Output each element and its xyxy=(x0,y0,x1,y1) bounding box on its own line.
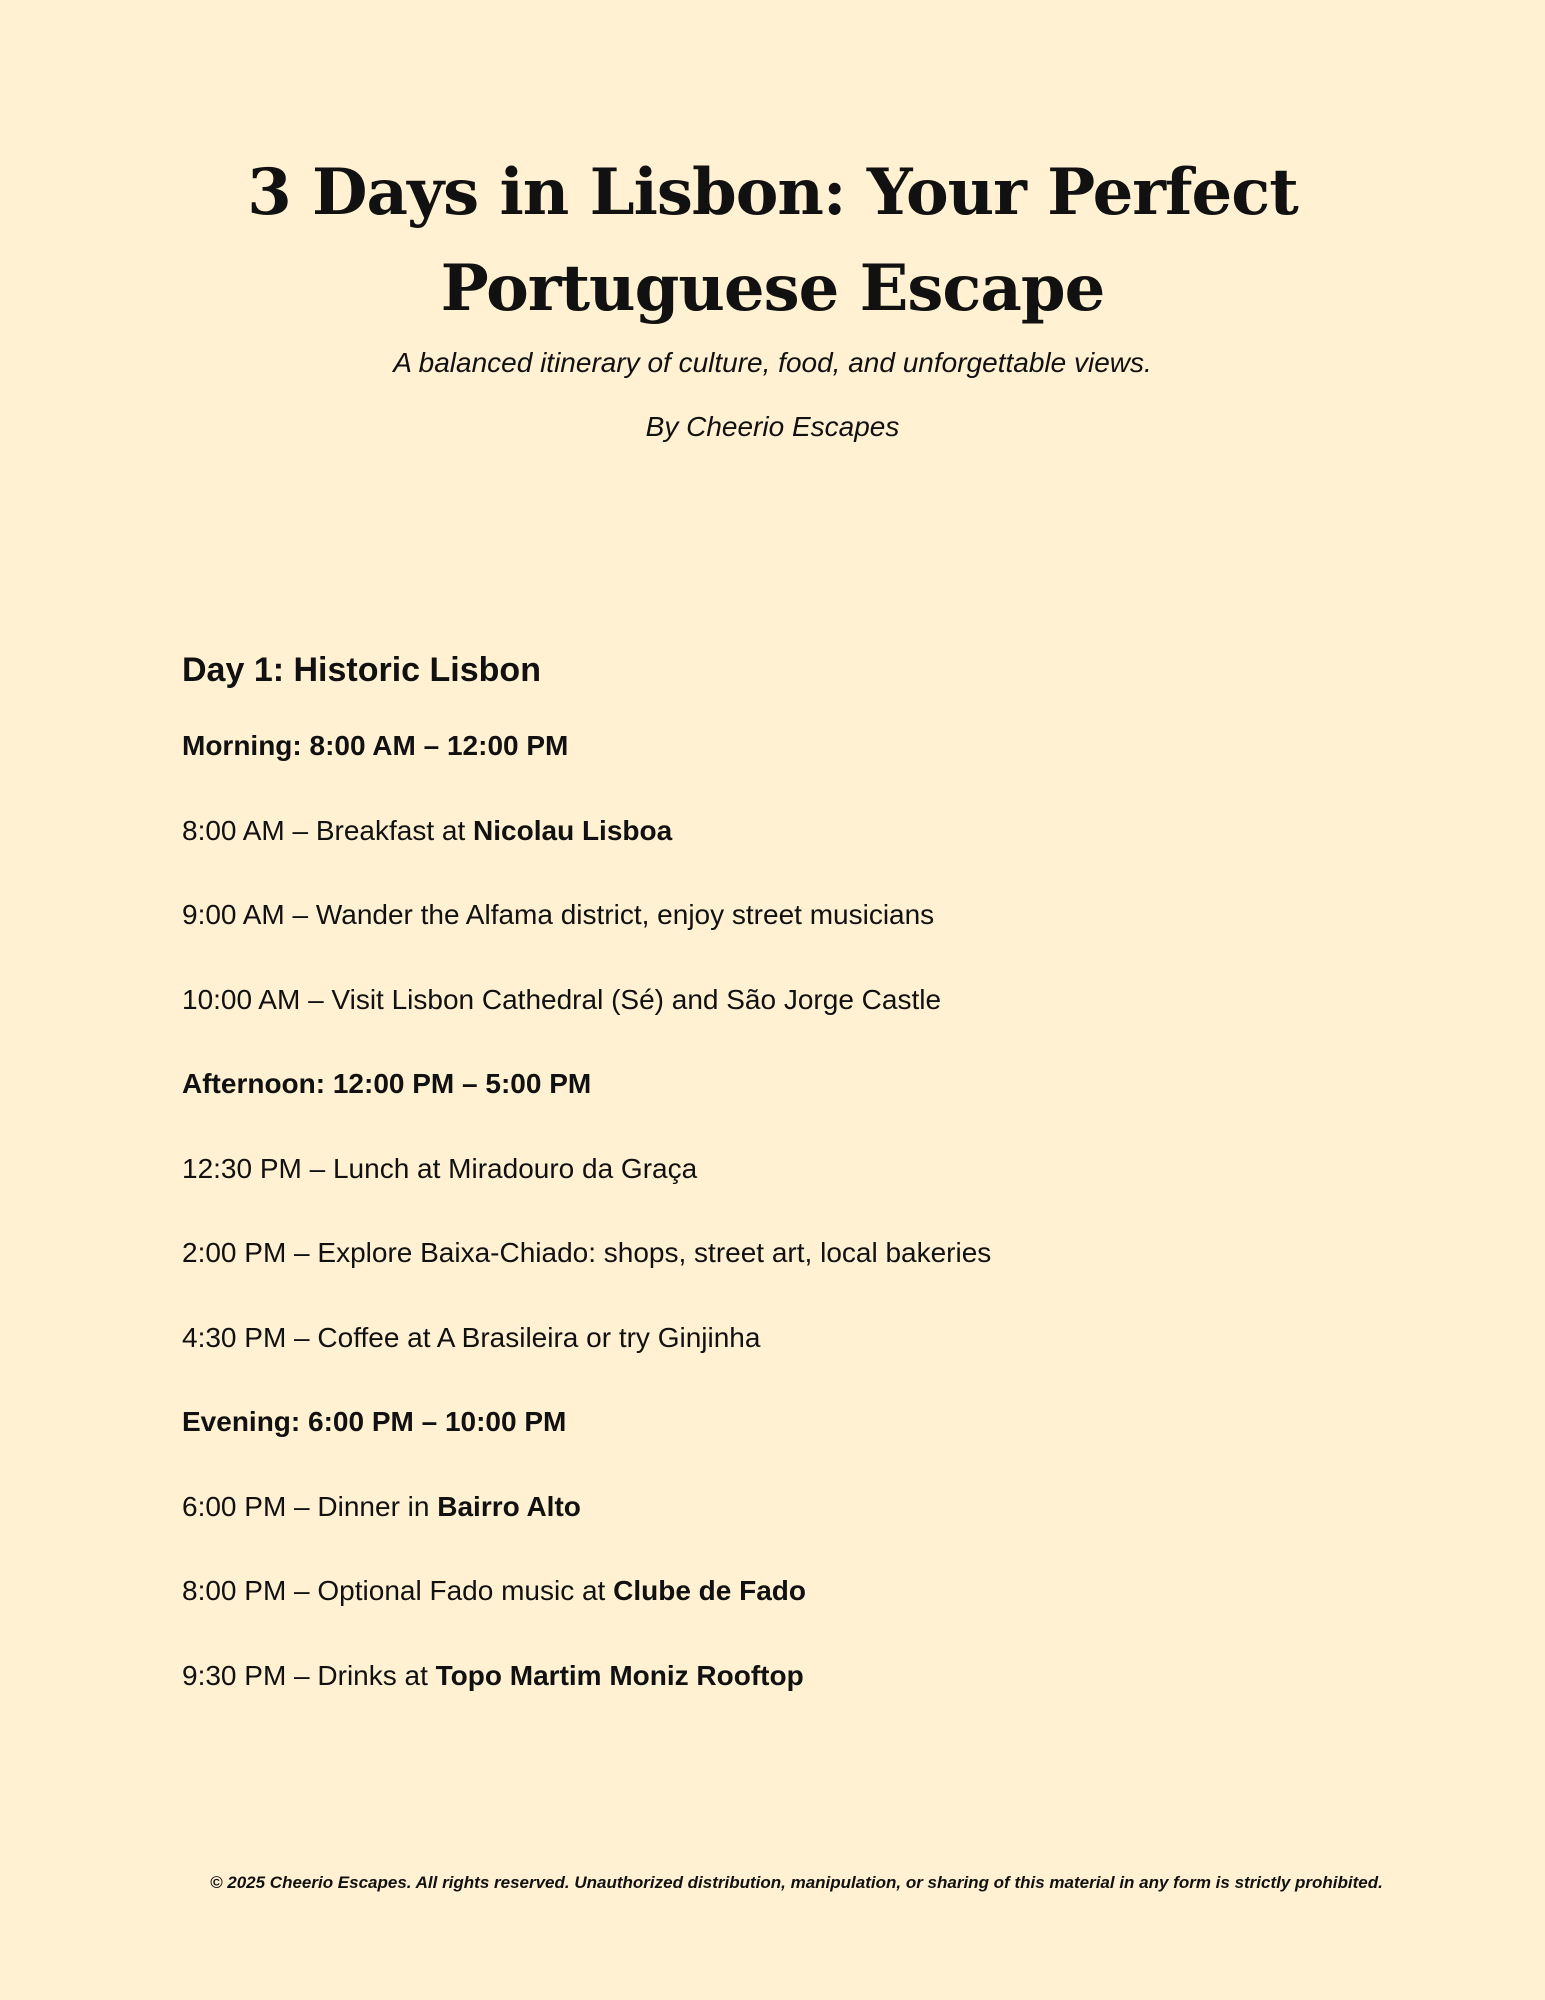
itinerary-item xyxy=(182,982,1382,1067)
itinerary-item xyxy=(182,813,1382,898)
item-text: 8:00 PM – Optional Fado music at xyxy=(182,1575,614,1606)
itinerary-item xyxy=(182,897,1382,982)
item-text: 9:00 AM – Wander the Alfama district, enjoy street musicians xyxy=(182,899,935,930)
item-place: Nicolau Lisboa xyxy=(473,814,673,846)
itinerary-item xyxy=(182,1320,1382,1405)
item-text: 12:30 PM – Lunch at Miradouro da Graça xyxy=(182,1152,698,1184)
item-text: 2:00 PM – Explore Baixa-Chiado: shops, street art, local bakeries xyxy=(182,1237,992,1268)
itinerary-item xyxy=(182,1489,1382,1574)
page-title xyxy=(0,145,1545,337)
item-text: 9:30 PM – Drinks at xyxy=(182,1659,436,1691)
item-place: Bairro Alto xyxy=(437,1490,581,1522)
title-line-2: Portuguese Escape xyxy=(440,251,1105,326)
period-morning-heading: Morning: 8:00 AM – 12:00 PM xyxy=(182,730,569,761)
item-place: Topo Martim Moniz Rooftop xyxy=(435,1659,804,1691)
itinerary-item xyxy=(182,1235,1382,1320)
item-text: 6:00 PM – Dinner in xyxy=(182,1490,438,1522)
itinerary-day-1 xyxy=(182,640,1382,1742)
day-heading: Day 1: Historic Lisbon xyxy=(182,651,541,689)
itinerary-item xyxy=(182,1658,1382,1743)
itinerary-item xyxy=(182,1573,1382,1658)
title-line-1: 3 Days in Lisbon: Your Perfect xyxy=(247,155,1298,230)
period-afternoon-heading: Afternoon: 12:00 PM – 5:00 PM xyxy=(182,1068,592,1099)
subtitle: A balanced itinerary of culture, food, and unforgettable views. xyxy=(393,347,1152,378)
period-evening-heading: Evening: 6:00 PM – 10:00 PM xyxy=(182,1406,567,1437)
item-place: Clube de Fado xyxy=(613,1575,807,1606)
byline: By Cheerio Escapes xyxy=(645,411,900,442)
copyright-footer: © 2025 Cheerio Escapes. All rights reserved. Unauthorized distribution, manipulation, or sharing of this material in any form is strictly prohibited. xyxy=(210,1873,1383,1892)
item-text: 10:00 AM – Visit Lisbon Cathedral (Sé) and São Jorge Castle xyxy=(182,983,942,1015)
itinerary-item xyxy=(182,1151,1382,1236)
item-text: 8:00 AM – Breakfast at xyxy=(182,814,474,846)
item-text: 4:30 PM – Coffee at A Brasileira or try Ginjinha xyxy=(182,1321,761,1353)
